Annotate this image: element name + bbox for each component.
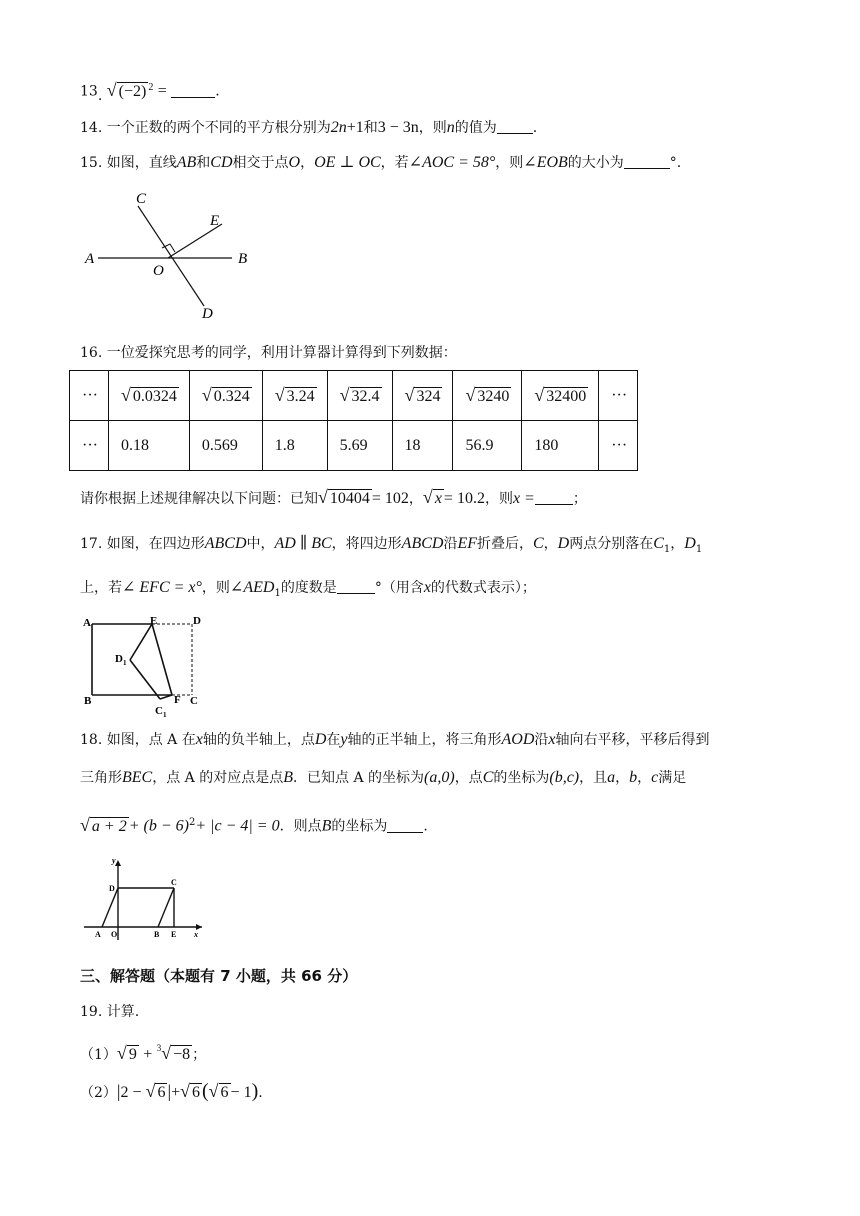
label-a: A xyxy=(85,251,95,267)
table-row-values xyxy=(70,421,638,471)
table-cell: 0.18 xyxy=(108,421,189,471)
label-d1: $D_1$ xyxy=(115,653,127,667)
question-19-part1: （1）√ 9 + $^3$√ −8 ； xyxy=(80,1043,207,1063)
label-a: A xyxy=(83,617,91,629)
label-c: C xyxy=(136,191,147,207)
answer-blank xyxy=(497,119,533,134)
sqrt-expression: √ (−2) xyxy=(106,79,147,100)
label-o: O xyxy=(111,930,118,939)
figure-15-intersecting-lines xyxy=(80,188,270,323)
figure-17-folded-quadrilateral xyxy=(80,612,220,720)
table-row-radicals xyxy=(70,371,638,421)
question-16: 16. 一位爱探究思考的同学，利用计算器计算得到下列数据： xyxy=(80,345,457,361)
answer-blank xyxy=(337,579,375,594)
question-17-line1: 17. 如图，在四边形ABCD中，AD ∥ BC，将四边形ABCD沿EF折叠后，C，D两点分别落在$C_1$，$D_1$ xyxy=(80,535,703,555)
table-cell: ··· xyxy=(70,371,109,421)
table-cell: √ 32400 xyxy=(522,371,599,421)
table-cell: √ 32.4 xyxy=(327,371,392,421)
label-o: O xyxy=(153,263,164,279)
table-cell: ··· xyxy=(599,421,638,471)
table-cell: √ 324 xyxy=(392,371,453,421)
label-d: D xyxy=(193,615,201,627)
question-19-title: 19. 计算. xyxy=(80,1004,140,1020)
table-cell: 0.569 xyxy=(189,421,262,471)
question-15: 15. 如图，直线AB和CD相交于点O，OE ⊥ OC，若∠AOC = 58°，则∠EOB的大小为 °. xyxy=(80,154,682,171)
table-cell: 1.8 xyxy=(262,421,327,471)
label-b: B xyxy=(84,695,92,707)
table-cell: 56.9 xyxy=(453,421,522,471)
question-19-part2: （2）|2 − √ 6 |+√ 6 (√ 6 − 1). xyxy=(80,1080,263,1102)
calculator-data-table xyxy=(69,370,638,471)
answer-blank xyxy=(171,83,215,98)
table-cell: ··· xyxy=(70,421,109,471)
label-b: B xyxy=(154,930,160,939)
label-c: C xyxy=(171,878,177,887)
section-heading: 三、解答题（本题有 7 小题，共 66 分） xyxy=(80,967,358,985)
question-14: 14. 一个正数的两个不同的平方根分别为2n+1和3 − 3n，则n的值为 . xyxy=(80,119,538,136)
figure-18-translated-triangle xyxy=(82,855,210,943)
label-e: E xyxy=(210,213,220,229)
question-17-line2: 上，若∠ EFC = x°，则$\angle AED_1$的度数是 °（用含x的代数式表示）； xyxy=(80,579,536,599)
label-d: D xyxy=(109,884,115,893)
label-a: A xyxy=(95,930,101,939)
label-d: D xyxy=(202,306,213,322)
table-cell: √ 0.324 xyxy=(189,371,262,421)
table-cell: 180 xyxy=(522,421,599,471)
question-16-task: 请你根据上述规律解决以下问题：已知√ 10404 = 102，√ x = 10.2，则x = ； xyxy=(80,487,587,507)
table-cell: 5.69 xyxy=(327,421,392,471)
label-y-axis: y xyxy=(112,856,116,865)
label-b: B xyxy=(238,251,248,267)
table-cell: ··· xyxy=(599,371,638,421)
label-c: C xyxy=(190,695,198,707)
table-cell: √ 3240 xyxy=(453,371,522,421)
question-18-line1: 18. 如图，点 A 在x轴的负半轴上，点D在y轴的正半轴上，将三角形AOD沿x轴向右平移，平移后得到 xyxy=(80,731,710,748)
answer-blank xyxy=(387,818,423,833)
answer-blank xyxy=(624,154,670,169)
table-cell: √ 0.0324 xyxy=(108,371,189,421)
answer-blank xyxy=(535,490,573,505)
table-cell: √ 3.24 xyxy=(262,371,327,421)
question-18-line3: √ $a + 2 + (b - 6)^2+ |c - 4| = 0$．则点B的坐标为 . xyxy=(80,814,428,835)
label-e: E xyxy=(150,615,158,627)
label-f: F xyxy=(174,694,181,706)
label-e: E xyxy=(171,930,177,939)
question-18-line2: 三角形BEC，点 A 的对应点是点B．已知点 A 的坐标为(a,0)，点C的坐标为(b,c)，且a，b，c满足 xyxy=(80,769,687,786)
label-c1: $C_1$ xyxy=(155,705,167,719)
label-x-axis: x xyxy=(194,930,198,939)
table-cell: 18 xyxy=(392,421,453,471)
question-13: 13. √ (−2) $^2$ = . xyxy=(80,79,220,104)
